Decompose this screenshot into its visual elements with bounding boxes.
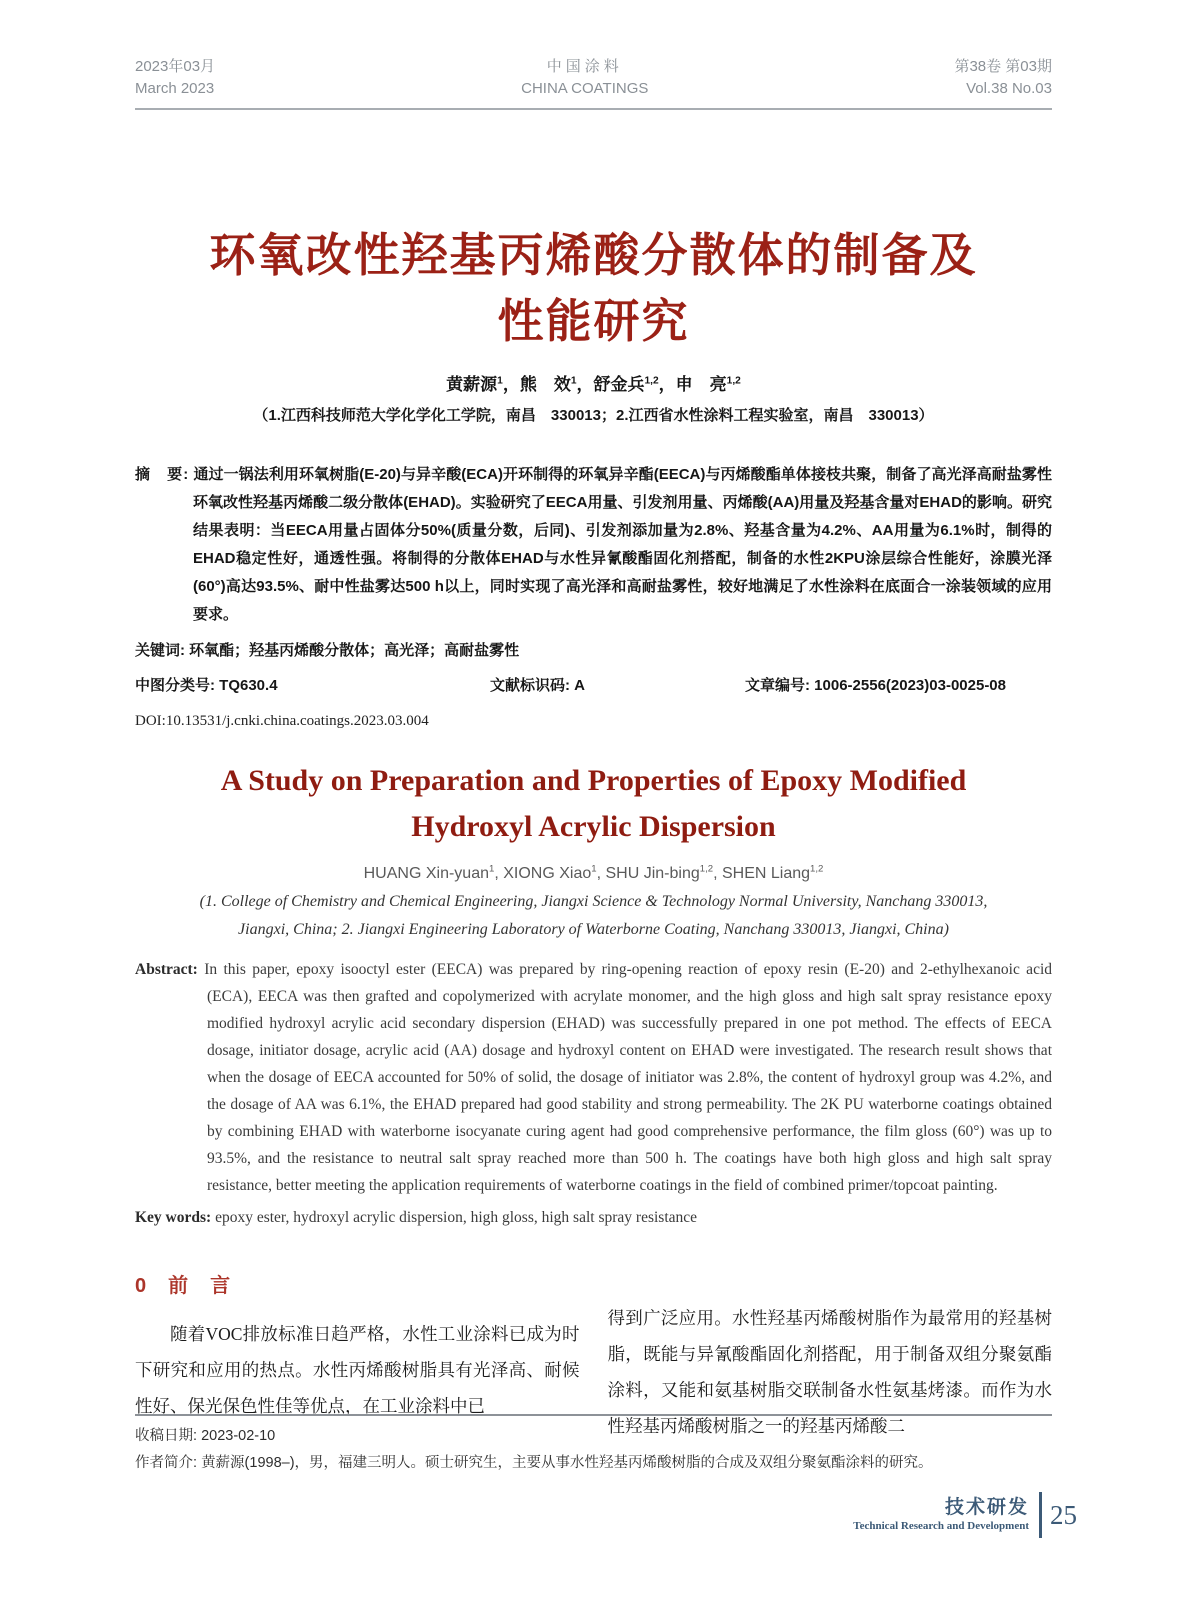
- header-issue-cn: 第38卷 第03期: [954, 58, 1052, 75]
- author-cn: 申 亮$^{1,2}$: [675, 375, 741, 394]
- abstract-cn-text: 通过一锅法利用环氧树脂(E-20)与异辛酸(ECA)开环制得的环氧异辛酯(EECA)与丙烯酸酯单体接枝共聚，制备了高光泽高耐盐雾性环氧改性羟基丙烯酸二级分散体(EHAD)。实验研究了EECA用量、引发剂用量、丙烯酸(AA)用量及羟基含量对EHAD的影响。研究结果表明：当EECA用量占固体分50%(质量分数，后同)、引发剂添加量为2.8%、羟基含量为4.2%、AA用量为6.1%时，制得的EHAD稳定性好，通透性强。将制得的分散体EHAD与水性异氰酸酯固化剂搭配，制备的水性2KPU涂层综合性能好，涂膜光泽(60°)高达93.5%、耐中性盐雾达500 h以上，同时实现了高光泽和高耐盐雾性，较好地满足了水性涂料在底面合一涂装领域的应用要求。: [193, 466, 1053, 623]
- author-cn: 黄薪源$^1$，: [446, 375, 520, 394]
- author-cn: 熊 效$^1$，: [519, 375, 594, 394]
- footnote-block: [135, 1414, 1052, 1477]
- clc-number: 中图分类号: TQ630.4: [135, 677, 278, 694]
- keywords-en: [135, 1204, 1052, 1231]
- author-affil-sup: 1: [488, 864, 495, 875]
- chinese-front-matter: [135, 222, 1052, 734]
- article-id: 文章编号: 1006-2556(2023)03-0025-08: [745, 677, 1006, 694]
- article-title-cn-line2: 性能研究: [497, 295, 690, 347]
- author-affil-sup: 1,2: [810, 864, 824, 875]
- classification-row: [135, 673, 1052, 699]
- affiliation-en-line2: Jiangxi, China; 2. Jiangxi Engineering Laboratory of Waterborne Coating, Nanchang 330013, Jiangxi, China): [238, 921, 949, 939]
- page-number: 25: [1050, 1499, 1077, 1530]
- intro-paragraph-right: 得到广泛应用。水性羟基丙烯酸树脂作为最常用的羟基树脂，既能与异氰酸酯固化剂搭配，用于制备双组分聚氨酯涂料，又能和氨基树脂交联制备水性氨基烤漆。而作为水性羟基丙烯酸树脂之一的羟基丙烯酸二: [607, 1308, 1052, 1436]
- author-affil-sup: 1,2: [699, 864, 714, 875]
- keywords-cn: [135, 638, 1052, 664]
- abstract-en-text: In this paper, epoxy isooctyl ester (EECA) was prepared by ring-opening reaction of epoxy resin (E-20) and 2-ethylhexanoic acid (ECA), EECA was then grafted and copolymerized with acrylate monomer, and the high gloss and high salt spray resistance epoxy modified hydroxyl acrylic acid secondary dispersion (EHAD) was successfully prepared in one pot method. The effects of EECA dosage, initiator dosage, acrylic acid (AA) dosage and hydroxyl content on EHAD were investigated. The research result shows that when the dosage of EECA accounted for 50% of solid, the dosage of initiator was 2.8%, the content of hydroxyl group was 4.2%, and the dosage of AA was 6.1%, the EHAD prepared had good stability and strong permeability. The 2K PU waterborne coatings obtained by combining EHAD with waterborne isocyanate curing agent had good comprehensive performance, the film gloss (60°) was up to 93.5%, and the resistance to neutral salt spray reached more than 500 h. The coatings have both high gloss and high salt spray resistance, better meeting the application requirements of waterborne coatings in the field of combined primer/topcoat painting.: [204, 961, 1052, 1195]
- journal-header: [135, 56, 1052, 110]
- footer-section-en: Technical Research and Development: [853, 1519, 1029, 1532]
- header-issue-en: Vol.38 No.03: [966, 80, 1052, 97]
- keywords-en-label: Key words:: [135, 1209, 212, 1227]
- author-affil-sup: 1: [497, 375, 503, 387]
- abstract-cn-label: 摘 要:: [135, 466, 190, 483]
- affiliation-en: [135, 888, 1052, 944]
- section-heading-intro: 0 前 言: [135, 1275, 232, 1297]
- author-en: SHU Jin-bing$^{1,2}$,: [605, 864, 722, 883]
- footer-section: [853, 1497, 1029, 1534]
- page-footer: [853, 1492, 1077, 1538]
- article-title-cn-line1: 环氧改性羟基丙烯酸分散体的制备及: [209, 229, 978, 281]
- author-cn: 舒金兵$^{1,2}$，: [593, 375, 676, 394]
- author-bio: 作者简介: 黄薪源(1998–)，男，福建三明人。硕士研究生，主要从事水性羟基丙烯酸树脂的合成及双组分聚氨酯涂料的研究。: [135, 1455, 933, 1471]
- author-en: HUANG Xin-yuan$^1$,: [363, 864, 504, 883]
- author-affil-sup: 1: [591, 864, 597, 875]
- footer-section-cn: 技术研发: [944, 1496, 1029, 1518]
- affiliation-en-line1: (1. College of Chemistry and Chemical Engineering, Jiangxi Science & Technology Normal University, Nanchang 330013,: [199, 893, 988, 911]
- header-journal-name: [521, 56, 648, 100]
- authors-cn: [135, 370, 1052, 395]
- authors-en: [135, 864, 1052, 883]
- author-affil-sup: 1,2: [644, 375, 659, 387]
- author-en: XIONG Xiao$^1$,: [503, 864, 606, 883]
- article-title-en: [135, 758, 1052, 850]
- author-en: SHEN Liang$^{1,2}$: [721, 864, 824, 883]
- received-date: 收稿日期: 2023-02-10: [135, 1428, 276, 1444]
- keywords-cn-label: 关键词:: [135, 642, 185, 659]
- article-title-en-line2: Hydroxyl Acrylic Dispersion: [411, 810, 776, 843]
- doi: DOI:10.13531/j.cnki.china.coatings.2023.03.004: [135, 713, 429, 729]
- header-date-cn: 2023年03月: [135, 58, 216, 75]
- affiliation-cn: （1.江西科技师范大学化学化工学院，南昌 330013；2.江西省水性涂料工程实验室，南昌 330013）: [253, 407, 934, 424]
- keywords-en-text: epoxy ester, hydroxyl acrylic dispersion, high gloss, high salt spray resistance: [215, 1209, 698, 1227]
- header-date: [135, 56, 215, 100]
- abstract-en-label: Abstract:: [135, 961, 198, 979]
- document-code: 文献标识码: A: [490, 677, 586, 694]
- abstract-cn: [135, 461, 1052, 629]
- intro-paragraph-left: 随着VOC排放标准日趋严格，水性工业涂料已成为时下研究和应用的热点。水性丙烯酸树脂具有光泽高、耐候性好、保光保色性佳等优点，在工业涂料中已: [135, 1324, 580, 1416]
- author-affil-sup: 1: [570, 375, 577, 387]
- journal-name-en: CHINA COATINGS: [521, 80, 649, 97]
- article-title-en-line1: A Study on Preparation and Properties of Epoxy Modified: [220, 764, 967, 797]
- article-title-cn: [135, 222, 1052, 354]
- header-issue: [954, 56, 1052, 100]
- journal-name-cn: 中国涂料: [546, 58, 623, 75]
- abstract-en: [135, 956, 1052, 1199]
- author-affil-sup: 1,2: [726, 375, 741, 387]
- footer-divider: [1039, 1492, 1042, 1538]
- english-front-matter: [135, 758, 1052, 1231]
- header-date-en: March 2023: [135, 80, 215, 97]
- keywords-cn-text: 环氧酯；羟基丙烯酸分散体；高光泽；高耐盐雾性: [189, 642, 520, 659]
